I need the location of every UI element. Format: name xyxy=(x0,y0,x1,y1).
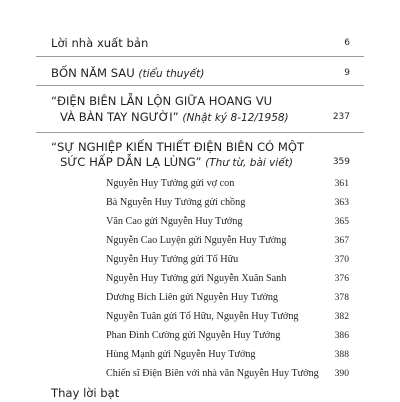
toc-entry-title-line-1: “ĐIỆN BIÊN LẪN LỘN GIỮA HOANG VU xyxy=(51,94,273,108)
list-item[interactable] xyxy=(0,292,400,306)
toc-entry-thu-tu-bai-viet[interactable] xyxy=(0,140,400,176)
list-item-title: Nguyễn Huy Tưởng gửi Tố Hữu xyxy=(106,254,239,265)
list-item[interactable] xyxy=(0,368,400,382)
list-item[interactable] xyxy=(0,216,400,230)
list-item-page: 376 xyxy=(334,273,349,284)
toc-entry-title-line-2 xyxy=(60,155,293,169)
toc-entry-bon-nam-sau[interactable] xyxy=(0,66,400,84)
list-item-page: 388 xyxy=(334,349,349,360)
list-item-page: 361 xyxy=(334,178,349,189)
toc-entry-note: (tiểu thuyết) xyxy=(138,68,205,80)
toc-entry-nhat-ky[interactable] xyxy=(0,94,400,130)
toc-entry-page: 6 xyxy=(344,38,350,48)
list-item-title: Nguyễn Huy Tưởng gửi Nguyễn Xuân Sanh xyxy=(106,273,287,284)
toc-entry-publisher-note[interactable] xyxy=(0,36,400,54)
toc-entry-page: 9 xyxy=(344,68,350,78)
toc-entry-title: Thay lời bạt xyxy=(51,386,120,400)
list-item[interactable] xyxy=(0,349,400,363)
toc-entry-page: 237 xyxy=(332,112,350,122)
list-item-title: Nguyễn Cao Luyện gửi Nguyễn Huy Tưởng xyxy=(106,235,287,246)
list-item[interactable] xyxy=(0,330,400,344)
list-item-title: Nguyễn Tuân gửi Tố Hữu, Nguyễn Huy Tưởng xyxy=(106,311,299,322)
list-item-title: Phan Đình Cường gửi Nguyễn Huy Tưởng xyxy=(106,330,281,341)
list-item-title: Bà Nguyễn Huy Tưởng gửi chồng xyxy=(106,197,246,208)
list-item-title: Văn Cao gửi Nguyễn Huy Tưởng xyxy=(106,216,243,227)
list-item[interactable] xyxy=(0,254,400,268)
list-item-page: 367 xyxy=(334,235,349,246)
list-item-page: 378 xyxy=(334,292,349,303)
list-item-page: 370 xyxy=(334,254,349,265)
list-item-title: Chiến sĩ Điện Biên với nhà văn Nguyễn Huy Tưởng xyxy=(106,368,319,379)
list-item-page: 382 xyxy=(334,311,349,322)
list-item[interactable] xyxy=(0,273,400,287)
divider xyxy=(36,132,364,133)
list-item-page: 386 xyxy=(334,330,349,341)
list-item-title: Nguyễn Huy Tưởng gửi vợ con xyxy=(106,178,235,189)
list-item[interactable] xyxy=(0,311,400,325)
toc-entry-title-line-2 xyxy=(60,110,289,124)
list-item-page: 363 xyxy=(334,197,349,208)
list-item[interactable] xyxy=(0,235,400,249)
toc-entry-title-text: SỨC HẤP DẪN LẠ LÙNG” xyxy=(60,155,202,169)
list-item[interactable] xyxy=(0,197,400,211)
list-item-page: 390 xyxy=(334,368,349,379)
list-item-page: 365 xyxy=(334,216,349,227)
toc-entry-title: Lời nhà xuất bản xyxy=(51,36,149,50)
toc-entry-title-text: VÀ BÀN TAY NGƯỜI” xyxy=(60,110,179,124)
list-item[interactable] xyxy=(0,178,400,192)
toc-entry-note: (Nhật ký 8-12/1958) xyxy=(182,112,289,124)
list-item-title: Dương Bích Liên gửi Nguyễn Huy Tưởng xyxy=(106,292,279,303)
divider xyxy=(36,85,364,86)
toc-entry-page: 359 xyxy=(332,157,350,167)
divider xyxy=(36,56,364,57)
toc-entry-title-text: BỐN NĂM SAU xyxy=(51,66,135,80)
list-item-title: Hùng Mạnh gửi Nguyễn Huy Tưởng xyxy=(106,349,256,360)
toc-entry-title xyxy=(51,66,204,80)
toc-entry-title-line-1: “SỰ NGHIỆP KIẾN THIẾT ĐIỆN BIÊN CÓ MỘT xyxy=(51,140,305,154)
toc-entry-note: (Thư từ, bài viết) xyxy=(205,157,293,169)
